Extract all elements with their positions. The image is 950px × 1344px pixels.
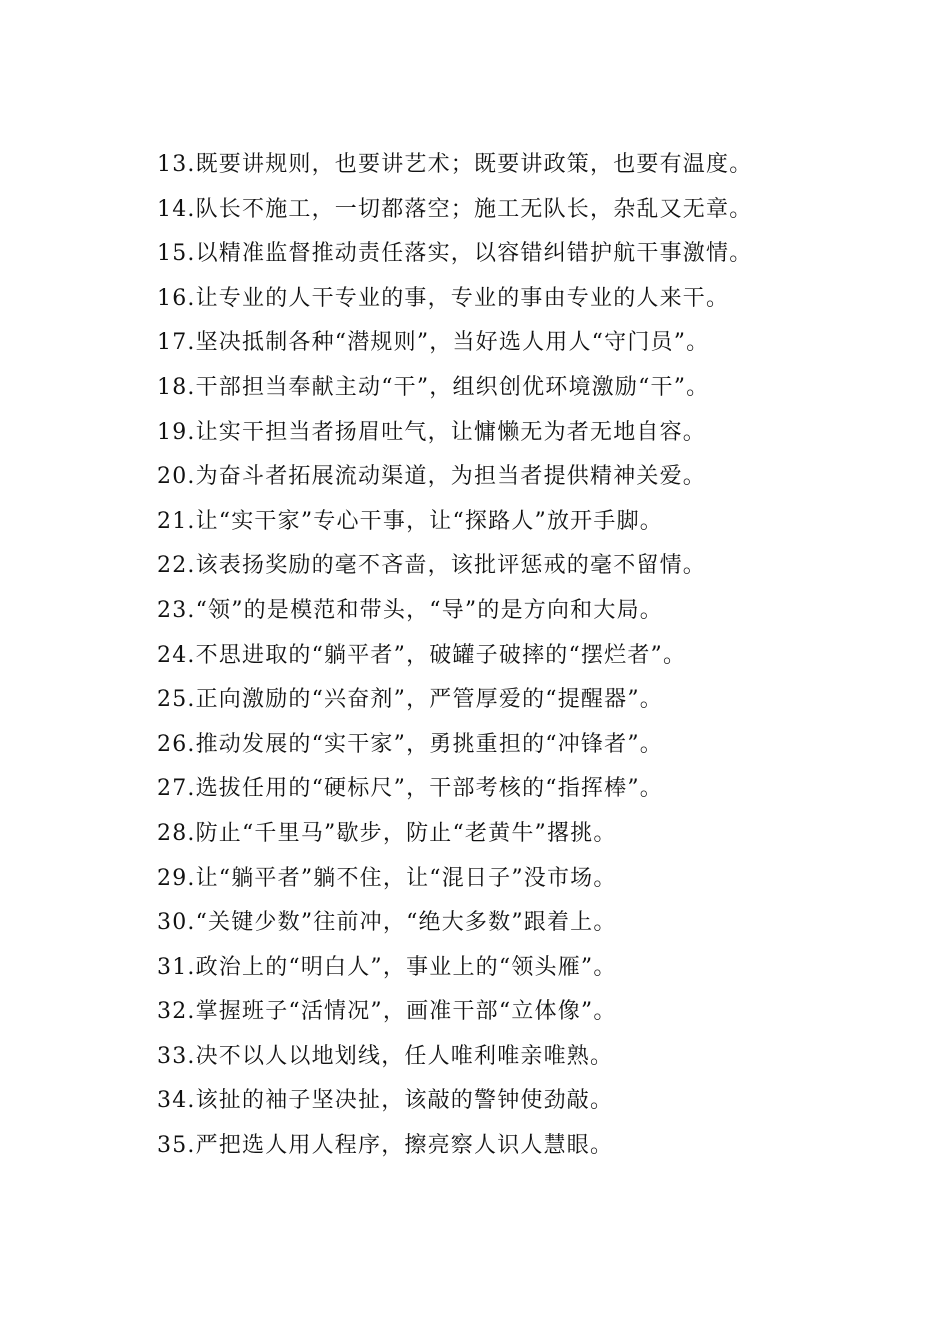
list-item: 24.不思进取的“躺平者”，破罐子破摔的“摆烂者”。 bbox=[157, 642, 687, 668]
list-item: 18.干部担当奉献主动“干”，组织创优环境激励“干”。 bbox=[157, 374, 710, 400]
list-item: 35.严把选人用人程序，擦亮察人识人慧眼。 bbox=[157, 1133, 614, 1159]
list-item: 16.让专业的人干专业的事，专业的事由专业的人来干。 bbox=[157, 285, 730, 311]
list-item: 22.该表扬奖励的毫不吝啬，该批评惩戒的毫不留情。 bbox=[157, 553, 706, 579]
list-item: 14.队长不施工，一切都落空；施工无队长，杂乱又无章。 bbox=[157, 196, 753, 222]
list-item: 23.“领”的是模范和带头，“导”的是方向和大局。 bbox=[157, 597, 663, 623]
list-item: 27.选拔任用的“硬标尺”，干部考核的“指挥棒”。 bbox=[157, 776, 663, 802]
list-item: 13.既要讲规则，也要讲艺术；既要讲政策，也要有温度。 bbox=[157, 152, 753, 177]
list-item: 31.政治上的“明白人”，事业上的“领头雁”。 bbox=[157, 954, 617, 980]
list-item: 15.以精准监督推动责任落实，以容错纠错护航干事激情。 bbox=[157, 241, 753, 267]
list-item: 30.“关键少数”往前冲，“绝大多数”跟着上。 bbox=[157, 910, 617, 936]
list-item: 32.掌握班子“活情况”，画准干部“立体像”。 bbox=[157, 999, 617, 1025]
list-item: 17.坚决抵制各种“潜规则”，当好选人用人“守门员”。 bbox=[157, 330, 710, 356]
list-item: 26.推动发展的“实干家”，勇挑重担的“冲锋者”。 bbox=[157, 731, 663, 757]
list-item: 20.为奋斗者拓展流动渠道，为担当者提供精神关爱。 bbox=[157, 464, 706, 490]
list-item: 33.决不以人以地划线，任人唯利唯亲唯熟。 bbox=[157, 1043, 614, 1069]
list-item: 21.让“实干家”专心干事，让“探路人”放开手脚。 bbox=[157, 508, 663, 534]
list-item: 19.让实干担当者扬眉吐气，让慵懒无为者无地自容。 bbox=[157, 419, 706, 445]
list-item: 25.正向激励的“兴奋剂”，严管厚爱的“提醒器”。 bbox=[157, 687, 663, 713]
numbered-list bbox=[157, 143, 877, 1169]
list-item: 28.防止“千里马”歇步，防止“老黄牛”撂挑。 bbox=[157, 820, 617, 846]
list-item: 34.该扯的袖子坚决扯，该敲的警钟使劲敲。 bbox=[157, 1088, 614, 1114]
list-item: 29.让“躺平者”躺不住，让“混日子”没市场。 bbox=[157, 865, 617, 891]
